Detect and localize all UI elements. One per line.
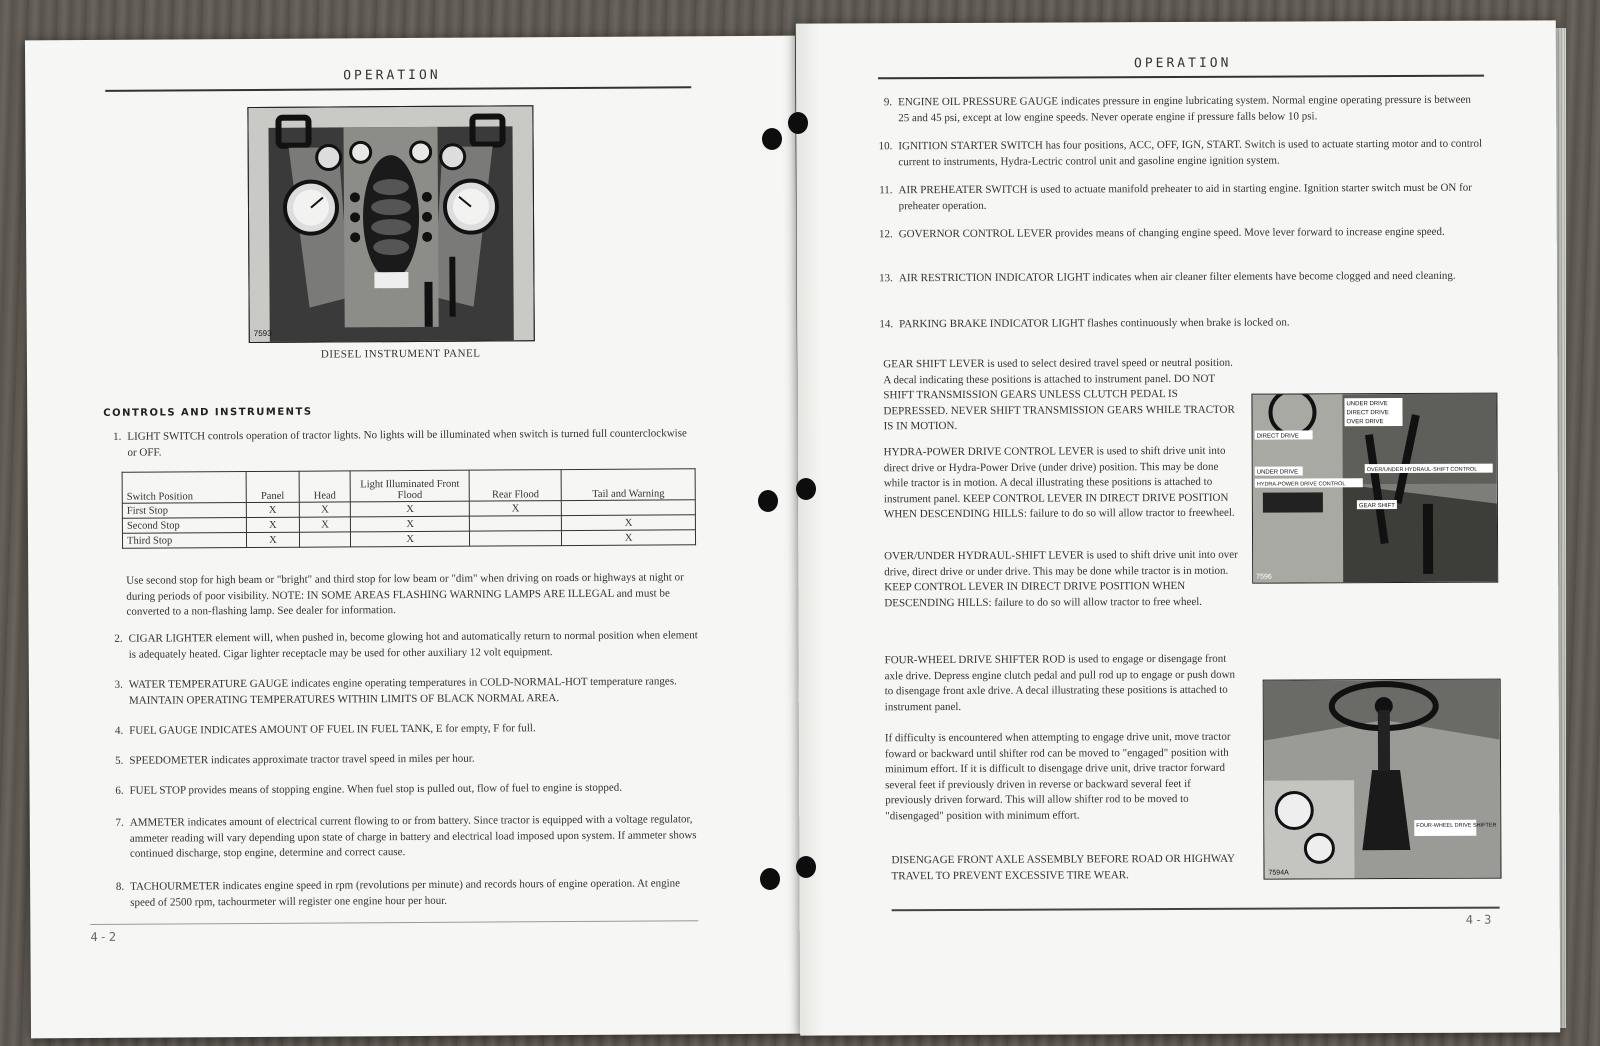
gear-shift-paragraph: GEAR SHIFT LEVER is used to select desired travel speed or neutral position. A decal indicating these positions is attached to instrument panel. DO NOT SHIFT TRANSMISSION GEARS UNLESS CLUTCH PEDAL IS DEPRESSED. NEVER SHIFT TRANSMISSION GEARS WHILE TRACTOR IS IN MOTION. — [883, 356, 1235, 433]
disengage-paragraph: DISENGAGE FRONT AXLE ASSEMBLY BEFORE ROAD OR HIGHWAY TRAVEL TO PREVENT EXCESSIVE TIRE WEAR. — [891, 852, 1235, 882]
photo-label: FOUR-WHEEL DRIVE SHIFTER — [1416, 822, 1497, 829]
item-6: 6. FUEL STOP provides means of stopping engine. When fuel stop is pulled out, flow of fuel to engine is stopped. — [115, 781, 623, 797]
item-8: 8. TACHOURMETER indicates engine speed in rpm (revolutions per minute) and records hours of engine operation. At engine speed of 2500 rpm, tachourmeter will register one engine hour per hour. — [115, 877, 681, 909]
page-folio: 4-2 — [90, 929, 119, 944]
over-under-paragraph: OVER/UNDER HYDRAUL-SHIFT LEVER is used to shift drive unit into over drive, direct drive or under drive. This may be done while tractor is in motion. KEEP CONTROL LEVER IN DIRECT DRIVE POSITION WHEN DESCENDING HILLS: failure to do so will allow tractor to free wheel. — [884, 548, 1238, 609]
instrument-panel-illustration — [248, 106, 533, 342]
item-14: 14. PARKING BRAKE INDICATOR LIGHT flashes continuously when brake is locked on. — [879, 316, 1290, 331]
right-page — [796, 20, 1560, 1035]
photo-number: 7596 — [1256, 573, 1272, 581]
header-rule — [105, 86, 691, 92]
table-header: Panel — [246, 471, 299, 502]
page-header: OPERATION — [343, 67, 441, 84]
four-wheel-shifter-photo — [1263, 679, 1502, 880]
header-rule — [878, 75, 1484, 80]
binder-hole — [796, 856, 816, 878]
item-9: 9. ENGINE OIL PRESSURE GAUGE indicates pressure in engine lubricating system. Normal engine operating pressure is between 25 and 45 psi, except at low engine speeds. Never operate engine if pressure falls below 10 psi. — [883, 93, 1471, 124]
left-page — [25, 36, 801, 1039]
page-folio: 4-3 — [1465, 912, 1494, 927]
photo-label: UNDER DRIVE — [1346, 401, 1388, 408]
item-4: 4. FUEL GAUGE INDICATES AMOUNT OF FUEL IN FUEL TANK, E for empty, F for full. — [114, 722, 536, 737]
table-header: Rear Flood — [469, 470, 561, 502]
four-wheel-shifter-illustration — [1264, 680, 1501, 879]
photo-label: UNDER DRIVE — [1256, 469, 1299, 476]
item-2: 2. CIGAR LIGHTER element will, when pushed in, become glowing hot and automatically return to normal position when element is adequately heated. Cigar lighter receptacle may be used for other auxiliary 12 volt equipment. — [114, 629, 698, 661]
photo-label: DIRECT DRIVE — [1346, 410, 1389, 417]
section-heading: CONTROLS AND INSTRUMENTS — [103, 406, 313, 419]
binder-hole — [760, 868, 780, 890]
footer-rule — [892, 907, 1500, 912]
binder-hole — [758, 490, 778, 512]
table-row: Third Stop X X X — [122, 530, 695, 548]
drive-controls-illustration — [1252, 394, 1497, 583]
page-header: OPERATION — [1133, 55, 1232, 72]
figure-number: 7593 — [253, 328, 272, 338]
item-7: 7. AMMETER indicates amount of electrical current flowing to or from battery. Since tractor is equipped with a voltage regulator, ammeter reading will vary depending upon state of charge in battery and electrical load imposed upon system. If ammeter shows continued discharge, stop engine, determine and correct cause. — [115, 813, 697, 860]
table-header: Head — [299, 471, 350, 502]
binder-hole — [796, 478, 816, 500]
table-row: First Stop X X X X — [122, 500, 695, 518]
hydra-power-paragraph: HYDRA-POWER DRIVE CONTROL LEVER is used to shift drive unit into direct drive or Hydra-Power Drive (under drive) position. This may be done while tractor is in motion. A decal illustrating these positions is attached to instrument panel. KEEP CONTROL LEVER IN DIRECT DRIVE POSITION WHEN DESCENDING HILLS: failure to do so will allow tractor to freewheel. — [883, 444, 1235, 521]
photo-label: OVER/UNDER HYDRAUL-SHIFT CONTROL — [1366, 466, 1478, 474]
table-header: Switch Position — [122, 472, 246, 504]
photo-label: DIRECT DRIVE — [1256, 433, 1299, 440]
table-header: Tail and Warning — [561, 469, 695, 501]
photo-label: HYDRA-POWER DRIVE CONTROL — [1256, 481, 1346, 488]
item-5: 5. SPEEDOMETER indicates approximate tractor travel speed in miles per hour. — [115, 752, 475, 767]
light-switch-table — [122, 468, 696, 549]
item-12: 12. GOVERNOR CONTROL LEVER provides means of changing engine speed. Move lever forward to increase engine speed. — [878, 225, 1445, 241]
table-row: Second Stop X X X X — [122, 515, 695, 533]
binder-hole — [762, 128, 782, 150]
table-header: Light Illuminated Front Flood — [350, 470, 469, 502]
binder-hole — [788, 112, 808, 134]
item-1 — [99, 426, 697, 461]
figure-caption: DIESEL INSTRUMENT PANEL — [320, 347, 481, 361]
item-number: 1. — [113, 430, 122, 443]
difficulty-paragraph: If difficulty is encountered when attempting to engage drive unit, move tractor foward or backward until shifter rod can be moved to "engaged" position with minimum effort. If it is difficult to disengage drive unit, drive tractor forward several feet if previously driven in reverse or backward several feet if previously driven forward. This will allow shifter rod to be moved to "disengaged" position with minimum effort. — [884, 730, 1231, 822]
item-text: LIGHT SWITCH controls operation of tractor lights. No lights will be illuminated when switch is turned full counterclockwise or OFF. — [127, 427, 687, 459]
photo-label: OVER DRIVE — [1346, 419, 1384, 426]
item-11: 11. AIR PREHEATER SWITCH is used to actuate manifold preheater to aid in starting engine. Ignition starter switch must be ON for preheater operation. — [879, 181, 1472, 212]
photo-number: 7594A — [1268, 869, 1289, 877]
instrument-panel-photo — [247, 105, 534, 343]
item-3: 3. WATER TEMPERATURE GAUGE indicates engine operating temperatures in COLD-NORMAL-HOT temperature ranges. MAINTAIN OPERATING TEMPERATURES WITHIN LIMITS OF BLACK NORMAL AREA. — [114, 675, 677, 707]
item-13: 13. AIR RESTRICTION INDICATOR LIGHT indicates when air cleaner filter elements have become clogged and need cleaning. — [879, 269, 1456, 285]
footer-rule — [90, 920, 698, 925]
drive-controls-photo — [1251, 393, 1498, 584]
four-wheel-paragraph: FOUR-WHEEL DRIVE SHIFTER ROD is used to engage or disengage front axle drive. Depress engine clutch pedal and pull rod up to engage or push down to disengage front axle drive. A decal illustrating these positions is attached to instrument panel. — [884, 652, 1236, 713]
photo-label: GEAR SHIFT — [1358, 503, 1395, 510]
table-note: Use second stop for high beam or "bright" and third stop for low beam or "dim" when driving on roads or highways at night or during periods of poor visibility. NOTE: IN SOME AREAS FLASHING WARNING LAMPS ARE ILLEGAL and must be converted to a non-flashing lamp. See dealer for information. — [126, 571, 684, 618]
item-10: 10. IGNITION STARTER SWITCH has four positions, ACC, OFF, IGN, START. Switch is used to actuate starting motor and to control current to instruments, Hydra-Lectric control unit and gasoline engine ignition system. — [878, 137, 1483, 168]
